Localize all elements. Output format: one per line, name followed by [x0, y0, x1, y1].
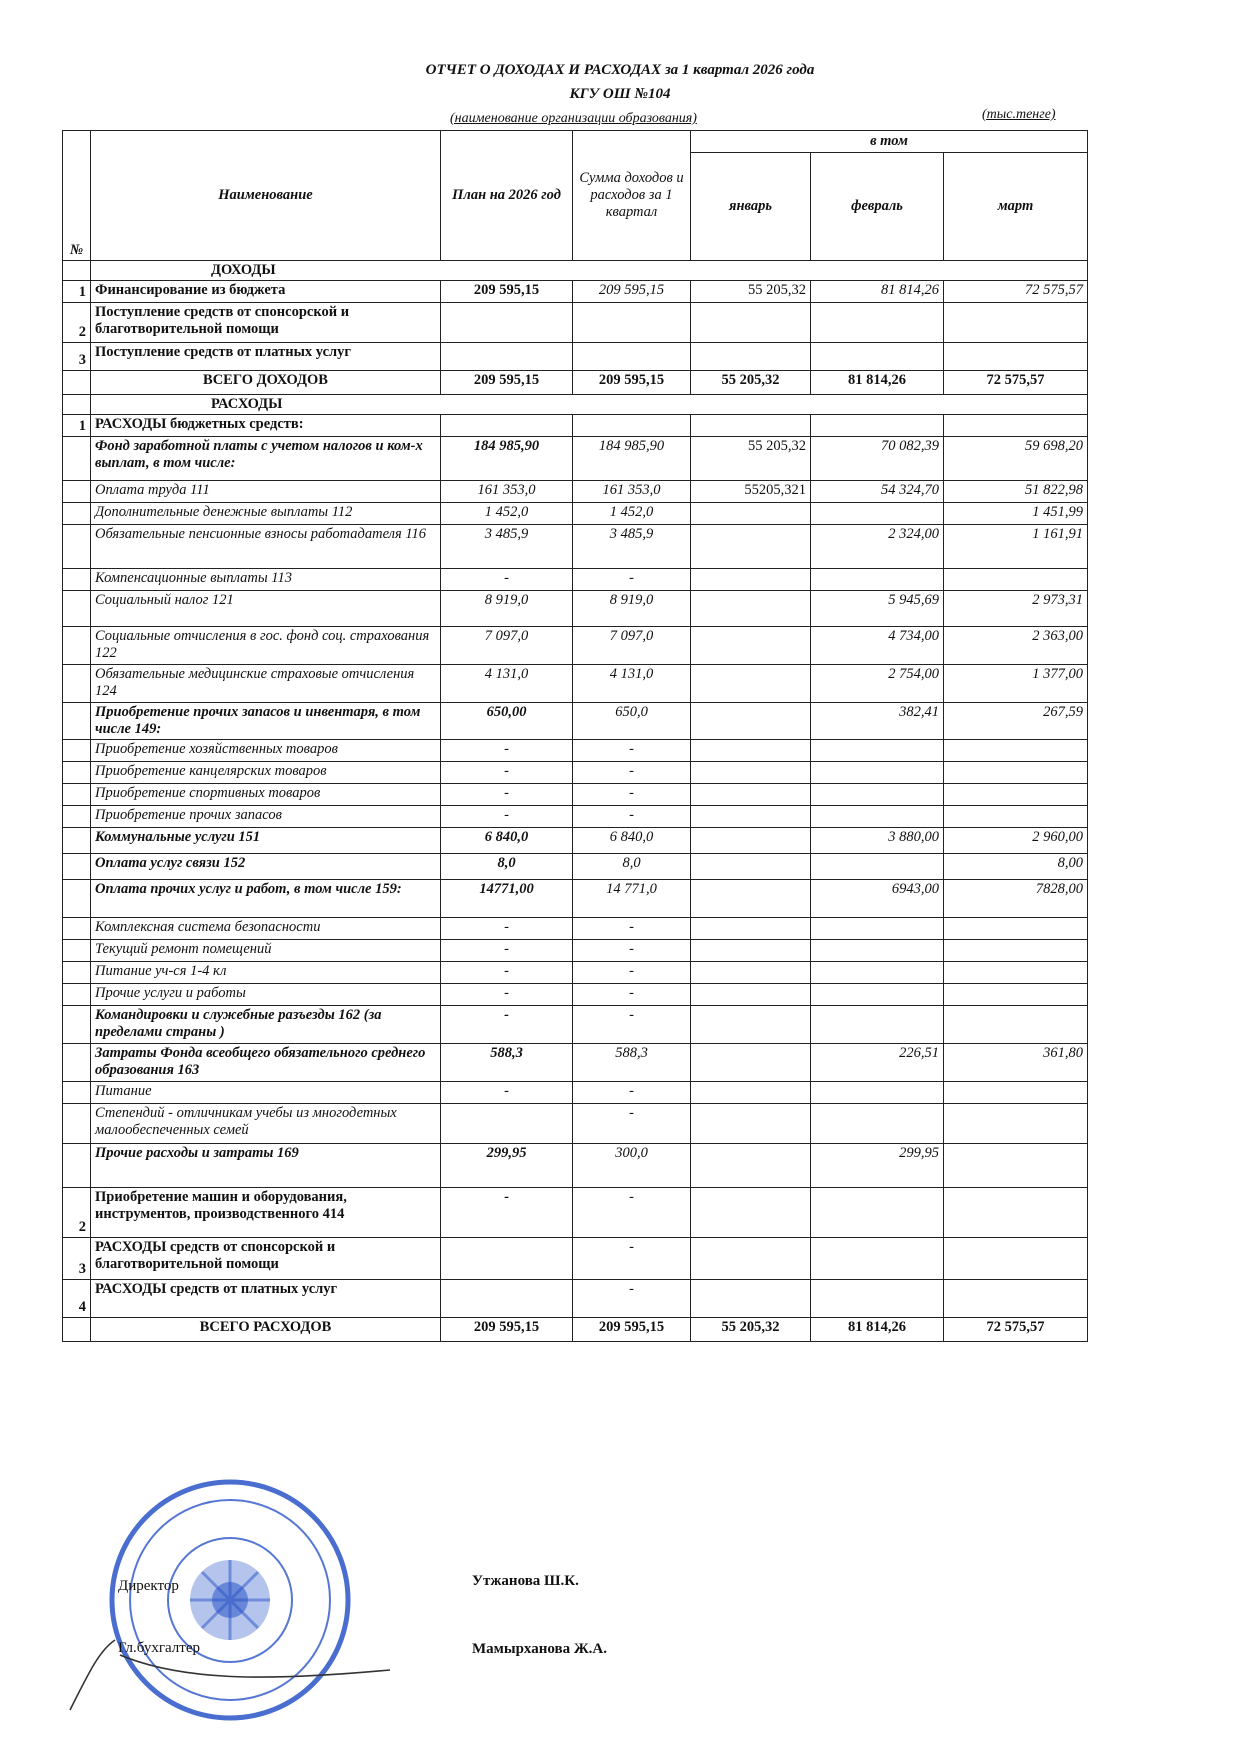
- quarter-sum-value: 209 595,15: [573, 1318, 691, 1342]
- march-value: 72 575,57: [944, 1318, 1088, 1342]
- row-number: [63, 569, 91, 591]
- row-name: Поступление средств от платных услуг: [91, 343, 441, 371]
- march-value: 8,00: [944, 854, 1088, 880]
- row-number: [63, 828, 91, 854]
- january-value: [691, 343, 811, 371]
- row-name: Социальный налог 121: [91, 591, 441, 627]
- january-value: [691, 1144, 811, 1188]
- plan-value: -: [441, 1188, 573, 1238]
- march-value: [944, 984, 1088, 1006]
- col-plan-header: План на 2026 год: [441, 131, 573, 261]
- row-number: [63, 1082, 91, 1104]
- row-number: [63, 261, 91, 281]
- plan-value: -: [441, 940, 573, 962]
- march-value: [944, 806, 1088, 828]
- row-name: Командировки и служебные разъезды 162 (за пределами страны ): [91, 1006, 441, 1044]
- february-value: [811, 1082, 944, 1104]
- plan-value: 161 353,0: [441, 481, 573, 503]
- plan-value: 209 595,15: [441, 281, 573, 303]
- february-value: [811, 1006, 944, 1044]
- row-name: Оплата труда 111: [91, 481, 441, 503]
- row-number: 3: [63, 1238, 91, 1280]
- quarter-sum-value: 1 452,0: [573, 503, 691, 525]
- january-value: [691, 1082, 811, 1104]
- row-number: [63, 918, 91, 940]
- january-value: [691, 665, 811, 703]
- row-number: 1: [63, 281, 91, 303]
- table-row: [63, 703, 1088, 740]
- january-value: [691, 940, 811, 962]
- director-name: Утжанова Ш.К.: [472, 1573, 579, 1589]
- col-sum-header: Сумма доходов и расходов за 1 квартал: [573, 131, 691, 261]
- col-incl-header: в том: [691, 131, 1088, 153]
- february-value: 54 324,70: [811, 481, 944, 503]
- report-body: [63, 261, 1088, 1342]
- report-title: ОТЧЕТ О ДОХОДАХ И РАСХОДАХ за 1 квартал 2026 года: [425, 62, 815, 78]
- section-row: [63, 395, 1088, 415]
- plan-value: -: [441, 918, 573, 940]
- row-number: [63, 1144, 91, 1188]
- plan-value: -: [441, 962, 573, 984]
- march-value: 267,59: [944, 703, 1088, 740]
- february-value: 2 324,00: [811, 525, 944, 569]
- row-number: 2: [63, 303, 91, 343]
- march-value: [944, 415, 1088, 437]
- row-name: Питание уч-ся 1-4 кл: [91, 962, 441, 984]
- quarter-sum-value: 650,0: [573, 703, 691, 740]
- quarter-sum-value: 8,0: [573, 854, 691, 880]
- february-value: 226,51: [811, 1044, 944, 1082]
- february-value: [811, 918, 944, 940]
- quarter-sum-value: -: [573, 1238, 691, 1280]
- table-row: [63, 569, 1088, 591]
- february-value: [811, 303, 944, 343]
- row-name: ВСЕГО РАСХОДОВ: [91, 1318, 441, 1342]
- january-value: [691, 525, 811, 569]
- row-number: [63, 1044, 91, 1082]
- january-value: [691, 1044, 811, 1082]
- quarter-sum-value: -: [573, 762, 691, 784]
- row-number: [63, 740, 91, 762]
- quarter-sum-value: -: [573, 962, 691, 984]
- row-number: [63, 1104, 91, 1144]
- total-row: [63, 371, 1088, 395]
- plan-value: 3 485,9: [441, 525, 573, 569]
- row-name: Финансирование из бюджета: [91, 281, 441, 303]
- quarter-sum-value: -: [573, 918, 691, 940]
- quarter-sum-value: 588,3: [573, 1044, 691, 1082]
- january-value: [691, 503, 811, 525]
- table-row: [63, 854, 1088, 880]
- january-value: [691, 627, 811, 665]
- plan-value: -: [441, 569, 573, 591]
- january-value: [691, 591, 811, 627]
- plan-value: 6 840,0: [441, 828, 573, 854]
- january-value: [691, 854, 811, 880]
- march-value: 1 377,00: [944, 665, 1088, 703]
- february-value: 70 082,39: [811, 437, 944, 481]
- plan-value: 299,95: [441, 1144, 573, 1188]
- january-value: [691, 415, 811, 437]
- organization-hint: (наименование организации образования): [450, 111, 697, 126]
- row-number: [63, 940, 91, 962]
- row-number: [63, 395, 91, 415]
- accountant-name: Мамырханова Ж.А.: [472, 1641, 608, 1657]
- march-value: [944, 1188, 1088, 1238]
- january-value: 55 205,32: [691, 437, 811, 481]
- february-value: 382,41: [811, 703, 944, 740]
- february-value: [811, 503, 944, 525]
- row-number: 3: [63, 343, 91, 371]
- quarter-sum-value: 300,0: [573, 1144, 691, 1188]
- february-value: 2 754,00: [811, 665, 944, 703]
- col-no-header: №: [63, 131, 91, 261]
- row-name: Приобретение машин и оборудования, инструментов, производственного 414: [91, 1188, 441, 1238]
- row-number: [63, 591, 91, 627]
- table-row: [63, 665, 1088, 703]
- row-number: [63, 880, 91, 918]
- plan-value: -: [441, 740, 573, 762]
- february-value: [811, 762, 944, 784]
- plan-value: [441, 415, 573, 437]
- february-value: [811, 1280, 944, 1318]
- row-name: Оплата прочих услуг и работ, в том числе 159:: [91, 880, 441, 918]
- row-name: Питание: [91, 1082, 441, 1104]
- march-value: 72 575,57: [944, 281, 1088, 303]
- january-value: [691, 1280, 811, 1318]
- quarter-sum-value: -: [573, 1006, 691, 1044]
- row-name: РАСХОДЫ средств от спонсорской и благотворительной помощи: [91, 1238, 441, 1280]
- row-name: РАСХОДЫ средств от платных услуг: [91, 1280, 441, 1318]
- row-number: 1: [63, 415, 91, 437]
- row-number: [63, 627, 91, 665]
- row-number: [63, 762, 91, 784]
- march-value: [944, 1144, 1088, 1188]
- plan-value: 1 452,0: [441, 503, 573, 525]
- row-name: ВСЕГО ДОХОДОВ: [91, 371, 441, 395]
- quarter-sum-value: -: [573, 806, 691, 828]
- row-number: [63, 806, 91, 828]
- plan-value: 8,0: [441, 854, 573, 880]
- row-number: [63, 854, 91, 880]
- january-value: [691, 703, 811, 740]
- march-value: [944, 784, 1088, 806]
- plan-value: 14771,00: [441, 880, 573, 918]
- accountant-role: Гл.бухгалтер: [118, 1640, 200, 1656]
- plan-value: [441, 303, 573, 343]
- quarter-sum-value: [573, 415, 691, 437]
- table-row: [63, 940, 1088, 962]
- march-value: 59 698,20: [944, 437, 1088, 481]
- table-row: [63, 784, 1088, 806]
- february-value: [811, 1238, 944, 1280]
- quarter-sum-value: 8 919,0: [573, 591, 691, 627]
- march-value: 7828,00: [944, 880, 1088, 918]
- january-value: [691, 784, 811, 806]
- february-value: [811, 740, 944, 762]
- col-feb-header: февраль: [811, 153, 944, 261]
- table-row: [63, 1188, 1088, 1238]
- row-number: [63, 481, 91, 503]
- january-value: [691, 806, 811, 828]
- february-value: [811, 569, 944, 591]
- february-value: [811, 806, 944, 828]
- february-value: 81 814,26: [811, 1318, 944, 1342]
- report-table: [62, 130, 1088, 1342]
- section-row: [63, 261, 1088, 281]
- row-name: Приобретение прочих запасов: [91, 806, 441, 828]
- row-name: Приобретение канцелярских товаров: [91, 762, 441, 784]
- organization-name: КГУ ОШ №104: [569, 86, 671, 102]
- january-value: 55 205,32: [691, 281, 811, 303]
- quarter-sum-value: 7 097,0: [573, 627, 691, 665]
- plan-value: -: [441, 784, 573, 806]
- row-name: РАСХОДЫ бюджетных средств:: [91, 415, 441, 437]
- row-name: Прочие расходы и затраты 169: [91, 1144, 441, 1188]
- table-row: [63, 918, 1088, 940]
- plan-value: -: [441, 1006, 573, 1044]
- row-name: Приобретение хозяйственных товаров: [91, 740, 441, 762]
- march-value: 2 973,31: [944, 591, 1088, 627]
- row-name: Степендий - отличникам учебы из многодетных малообеспеченных семей: [91, 1104, 441, 1144]
- director-role: Директор: [118, 1578, 179, 1594]
- table-row: [63, 481, 1088, 503]
- row-name: Фонд заработной платы с учетом налогов и ком-х выплат, в том числе:: [91, 437, 441, 481]
- table-row: [63, 1082, 1088, 1104]
- table-row: [63, 503, 1088, 525]
- plan-value: 209 595,15: [441, 1318, 573, 1342]
- january-value: [691, 1104, 811, 1144]
- quarter-sum-value: -: [573, 1082, 691, 1104]
- row-name: Поступление средств от спонсорской и благотворительной помощи: [91, 303, 441, 343]
- quarter-sum-value: [573, 343, 691, 371]
- plan-value: 4 131,0: [441, 665, 573, 703]
- january-value: [691, 762, 811, 784]
- row-name: Текущий ремонт помещений: [91, 940, 441, 962]
- february-value: 4 734,00: [811, 627, 944, 665]
- february-value: 5 945,69: [811, 591, 944, 627]
- row-name: Коммунальные услуги 151: [91, 828, 441, 854]
- february-value: [811, 854, 944, 880]
- march-value: 2 960,00: [944, 828, 1088, 854]
- quarter-sum-value: 3 485,9: [573, 525, 691, 569]
- total-row: [63, 1318, 1088, 1342]
- january-value: [691, 828, 811, 854]
- january-value: [691, 569, 811, 591]
- february-value: [811, 962, 944, 984]
- march-value: [944, 918, 1088, 940]
- table-row: [63, 303, 1088, 343]
- february-value: 81 814,26: [811, 371, 944, 395]
- plan-value: 588,3: [441, 1044, 573, 1082]
- table-row: [63, 1280, 1088, 1318]
- table-row: [63, 591, 1088, 627]
- row-name: Приобретение прочих запасов и инвентаря, в том числе 149:: [91, 703, 441, 740]
- march-value: [944, 962, 1088, 984]
- january-value: 55 205,32: [691, 1318, 811, 1342]
- march-value: [944, 1104, 1088, 1144]
- row-number: [63, 437, 91, 481]
- row-name: Обязательные пенсионные взносы работадателя 116: [91, 525, 441, 569]
- march-value: [944, 1006, 1088, 1044]
- quarter-sum-value: 6 840,0: [573, 828, 691, 854]
- row-number: [63, 371, 91, 395]
- row-number: [63, 1006, 91, 1044]
- quarter-sum-value: -: [573, 569, 691, 591]
- plan-value: 650,00: [441, 703, 573, 740]
- table-row: [63, 806, 1088, 828]
- quarter-sum-value: 184 985,90: [573, 437, 691, 481]
- march-value: [944, 1082, 1088, 1104]
- january-value: [691, 962, 811, 984]
- quarter-sum-value: 4 131,0: [573, 665, 691, 703]
- plan-value: -: [441, 806, 573, 828]
- row-name: Социальные отчисления в гос. фонд соц. страхования 122: [91, 627, 441, 665]
- march-value: 51 822,98: [944, 481, 1088, 503]
- row-name: Комплексная система безопасности: [91, 918, 441, 940]
- march-value: [944, 569, 1088, 591]
- plan-value: -: [441, 1082, 573, 1104]
- table-row: [63, 343, 1088, 371]
- table-row: [63, 627, 1088, 665]
- row-number: [63, 665, 91, 703]
- february-value: [811, 1188, 944, 1238]
- january-value: [691, 1238, 811, 1280]
- february-value: [811, 343, 944, 371]
- row-name: Обязательные медицинские страховые отчисления 124: [91, 665, 441, 703]
- plan-value: 209 595,15: [441, 371, 573, 395]
- plan-value: -: [441, 984, 573, 1006]
- col-name-header: Наименование: [91, 131, 441, 261]
- february-value: [811, 940, 944, 962]
- row-number: 2: [63, 1188, 91, 1238]
- february-value: [811, 415, 944, 437]
- quarter-sum-value: -: [573, 740, 691, 762]
- january-value: [691, 984, 811, 1006]
- col-jan-header: январь: [691, 153, 811, 261]
- section-title: ДОХОДЫ: [91, 261, 1088, 281]
- march-value: [944, 940, 1088, 962]
- row-name: Прочие услуги и работы: [91, 984, 441, 1006]
- march-value: [944, 343, 1088, 371]
- march-value: [944, 1238, 1088, 1280]
- row-name: Оплата услуг связи 152: [91, 854, 441, 880]
- table-row: [63, 1144, 1088, 1188]
- quarter-sum-value: -: [573, 1104, 691, 1144]
- row-name: Дополнительные денежные выплаты 112: [91, 503, 441, 525]
- quarter-sum-value: 14 771,0: [573, 880, 691, 918]
- table-row: [63, 740, 1088, 762]
- plan-value: 184 985,90: [441, 437, 573, 481]
- january-value: [691, 1188, 811, 1238]
- row-number: [63, 984, 91, 1006]
- january-value: [691, 740, 811, 762]
- table-row: [63, 281, 1088, 303]
- row-number: [63, 525, 91, 569]
- unit-label: (тыс.тенге): [982, 107, 1056, 122]
- row-number: [63, 962, 91, 984]
- january-value: [691, 1006, 811, 1044]
- quarter-sum-value: [573, 303, 691, 343]
- plan-value: 8 919,0: [441, 591, 573, 627]
- march-value: [944, 740, 1088, 762]
- quarter-sum-value: -: [573, 784, 691, 806]
- quarter-sum-value: 209 595,15: [573, 371, 691, 395]
- quarter-sum-value: -: [573, 940, 691, 962]
- march-value: 361,80: [944, 1044, 1088, 1082]
- row-number: [63, 784, 91, 806]
- march-value: 2 363,00: [944, 627, 1088, 665]
- february-value: [811, 984, 944, 1006]
- plan-value: [441, 343, 573, 371]
- row-name: Компенсационные выплаты 113: [91, 569, 441, 591]
- table-row: [63, 880, 1088, 918]
- row-name: Затраты Фонда всеобщего обязательного среднего образования 163: [91, 1044, 441, 1082]
- january-value: [691, 918, 811, 940]
- quarter-sum-value: -: [573, 1188, 691, 1238]
- table-row: [63, 1238, 1088, 1280]
- section-title: РАСХОДЫ: [91, 395, 1088, 415]
- march-value: [944, 1280, 1088, 1318]
- quarter-sum-value: 209 595,15: [573, 281, 691, 303]
- table-row: [63, 437, 1088, 481]
- row-number: [63, 1318, 91, 1342]
- col-mar-header: март: [944, 153, 1088, 261]
- table-row: [63, 525, 1088, 569]
- plan-value: [441, 1280, 573, 1318]
- march-value: [944, 762, 1088, 784]
- february-value: [811, 1104, 944, 1144]
- quarter-sum-value: -: [573, 984, 691, 1006]
- signature-scribble: [60, 1610, 400, 1720]
- table-row: [63, 962, 1088, 984]
- table-row: [63, 415, 1088, 437]
- march-value: 1 161,91: [944, 525, 1088, 569]
- table-row: [63, 1104, 1088, 1144]
- march-value: 1 451,99: [944, 503, 1088, 525]
- row-name: Приобретение спортивных товаров: [91, 784, 441, 806]
- table-row: [63, 762, 1088, 784]
- table-row: [63, 984, 1088, 1006]
- january-value: [691, 303, 811, 343]
- row-number: [63, 703, 91, 740]
- january-value: 55 205,32: [691, 371, 811, 395]
- plan-value: -: [441, 762, 573, 784]
- table-row: [63, 828, 1088, 854]
- february-value: 81 814,26: [811, 281, 944, 303]
- plan-value: [441, 1104, 573, 1144]
- january-value: 55205,321: [691, 481, 811, 503]
- plan-value: 7 097,0: [441, 627, 573, 665]
- plan-value: [441, 1238, 573, 1280]
- january-value: [691, 880, 811, 918]
- quarter-sum-value: -: [573, 1280, 691, 1318]
- february-value: 3 880,00: [811, 828, 944, 854]
- table-row: [63, 1006, 1088, 1044]
- february-value: [811, 784, 944, 806]
- march-value: 72 575,57: [944, 371, 1088, 395]
- february-value: 6943,00: [811, 880, 944, 918]
- row-number: 4: [63, 1280, 91, 1318]
- table-row: [63, 1044, 1088, 1082]
- february-value: 299,95: [811, 1144, 944, 1188]
- row-number: [63, 503, 91, 525]
- quarter-sum-value: 161 353,0: [573, 481, 691, 503]
- march-value: [944, 303, 1088, 343]
